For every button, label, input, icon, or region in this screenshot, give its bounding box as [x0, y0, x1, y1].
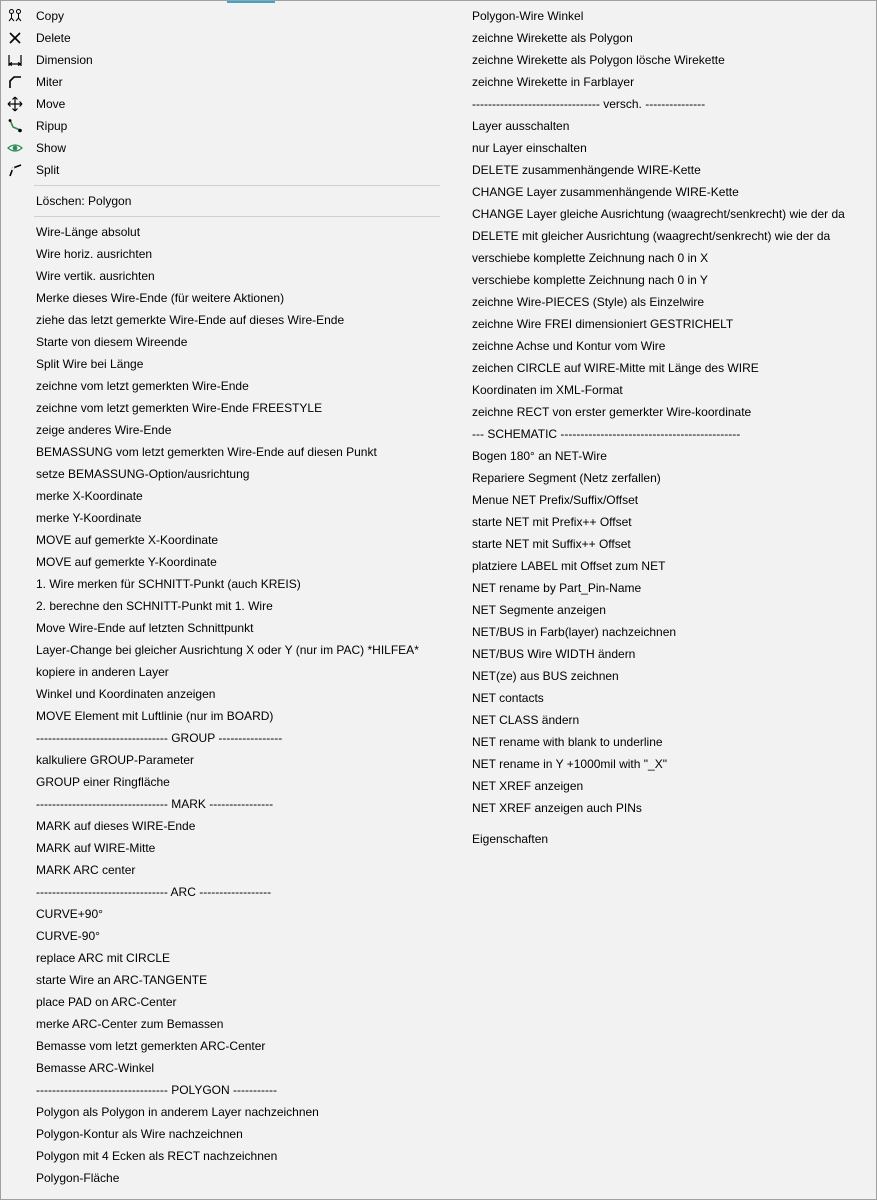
menu-item-label: merke Y-Koordinate	[36, 511, 142, 525]
menu-item[interactable]	[440, 71, 876, 93]
menu-item[interactable]	[1, 903, 441, 925]
menu-item-label: Wire horiz. ausrichten	[36, 247, 153, 261]
menu-item-dimension[interactable]	[1, 49, 441, 71]
menu-gap	[440, 819, 876, 828]
menu-separator	[1, 181, 441, 190]
menu-item-label: --------------------------------- ARC ------------------	[36, 885, 272, 899]
menu-item-label: verschiebe komplette Zeichnung nach 0 in X	[472, 251, 709, 265]
menu-item[interactable]	[1, 419, 441, 441]
menu-item-label: Show	[36, 141, 67, 155]
menu-item[interactable]	[440, 423, 876, 445]
menu-item-label: kalkuliere GROUP-Parameter	[36, 753, 195, 767]
menu-item[interactable]	[1, 353, 441, 375]
menu-item-label: Eigenschaften	[472, 832, 549, 846]
menu-item-label: Repariere Segment (Netz zerfallen)	[472, 471, 661, 485]
menu-item[interactable]	[1, 507, 441, 529]
menu-item[interactable]	[1, 485, 441, 507]
menu-item-label: NET rename in Y +1000mil with "_X"	[472, 757, 667, 771]
menu-item-label: zeichne Wire FREI dimensioniert GESTRICHELT	[472, 317, 734, 331]
menu-item-label: Ripup	[36, 119, 68, 133]
menu-item[interactable]	[440, 27, 876, 49]
menu-item[interactable]	[1, 1167, 441, 1189]
menu-item[interactable]	[440, 665, 876, 687]
menu-item-show[interactable]	[1, 137, 441, 159]
menu-item[interactable]	[1, 771, 441, 793]
menu-item-label: --- SCHEMATIC ---------------------------------------------	[472, 427, 741, 441]
menu-item-label: merke X-Koordinate	[36, 489, 143, 503]
menu-item[interactable]	[440, 269, 876, 291]
menu-item[interactable]	[440, 5, 876, 27]
menu-item-label: -------------------------------- versch. ---------------	[472, 97, 706, 111]
menu-item[interactable]	[1, 573, 441, 595]
menu-item[interactable]	[1, 837, 441, 859]
menu-item[interactable]	[440, 181, 876, 203]
menu-item[interactable]	[1, 1145, 441, 1167]
menu-item-label: NET/BUS Wire WIDTH ändern	[472, 647, 636, 661]
menu-item-label: Polygon mit 4 Ecken als RECT nachzeichnen	[36, 1149, 278, 1163]
menu-item-label: Merke dieses Wire-Ende (für weitere Aktionen)	[36, 291, 285, 305]
menu-item-label: Polygon-Fläche	[36, 1171, 120, 1185]
menu-item[interactable]	[1, 1101, 441, 1123]
menu-item[interactable]	[440, 709, 876, 731]
menu-item[interactable]	[1, 1035, 441, 1057]
menu-item[interactable]	[440, 621, 876, 643]
menu-item-label: GROUP einer Ringfläche	[36, 775, 170, 789]
menu-item[interactable]	[440, 335, 876, 357]
menu-item[interactable]	[1, 441, 441, 463]
menu-item[interactable]	[440, 797, 876, 819]
menu-item[interactable]	[1, 727, 441, 749]
menu-item[interactable]	[1, 1123, 441, 1145]
menu-item[interactable]	[1, 1079, 441, 1101]
menu-item[interactable]	[440, 643, 876, 665]
menu-item-label: Polygon als Polygon in anderem Layer nachzeichnen	[36, 1105, 319, 1119]
menu-item-label: --------------------------------- GROUP ----------------	[36, 731, 283, 745]
menu-item[interactable]	[440, 599, 876, 621]
menu-item-label: Menue NET Prefix/Suffix/Offset	[472, 493, 639, 507]
menu-item-label: starte NET mit Prefix++ Offset	[472, 515, 632, 529]
menu-item-label: zeichen CIRCLE auf WIRE-Mitte mit Länge des WIRE	[472, 361, 759, 375]
menu-item-label: MARK ARC center	[36, 863, 136, 877]
menu-item-label: zeige anderes Wire-Ende	[36, 423, 172, 437]
menu-item[interactable]	[1, 683, 441, 705]
menu-item-label: Copy	[36, 9, 65, 23]
menu-item-label: Löschen: Polygon	[36, 194, 132, 208]
menu-item[interactable]	[1, 991, 441, 1013]
menu-item-label: Wire-Länge absolut	[36, 225, 141, 239]
menu-item[interactable]	[1, 793, 441, 815]
menu-item-label: NET rename by Part_Pin-Name	[472, 581, 642, 595]
menu-item-label: Bemasse ARC-Winkel	[36, 1061, 155, 1075]
menu-item[interactable]	[440, 93, 876, 115]
menu-item-label: zeichne Wirekette als Polygon	[472, 31, 633, 45]
menu-item[interactable]	[440, 555, 876, 577]
menu-item-label: zeichne Wirekette in Farblayer	[472, 75, 635, 89]
menu-item[interactable]	[440, 357, 876, 379]
menu-item-label: zeichne Achse und Kontur vom Wire	[472, 339, 666, 353]
menu-item[interactable]	[440, 753, 876, 775]
menu-item-label: zeichne vom letzt gemerkten Wire-Ende FREESTYLE	[36, 401, 323, 415]
menu-item-label: Miter	[36, 75, 63, 89]
right-command-list	[440, 5, 876, 819]
menu-item[interactable]	[440, 511, 876, 533]
menu-item[interactable]	[1, 859, 441, 881]
move-icon	[7, 96, 23, 112]
menu-item-label: Starte von diesem Wireende	[36, 335, 188, 349]
menu-item-label: kopiere in anderen Layer	[36, 665, 169, 679]
menu-item-label: starte Wire an ARC-TANGENTE	[36, 973, 208, 987]
menu-item[interactable]	[1, 551, 441, 573]
menu-item-label: Move Wire-Ende auf letzten Schnittpunkt	[36, 621, 254, 635]
menu-item-label: DELETE zusammenhängende WIRE-Kette	[472, 163, 701, 177]
menu-item[interactable]	[440, 687, 876, 709]
menu-item[interactable]	[440, 577, 876, 599]
menu-item[interactable]	[1, 705, 441, 727]
menu-item[interactable]	[440, 489, 876, 511]
menu-item[interactable]	[440, 731, 876, 753]
menu-item[interactable]	[1, 287, 441, 309]
menu-item-label: Bogen 180° an NET-Wire	[472, 449, 607, 463]
menu-item-label: --------------------------------- POLYGON -----------	[36, 1083, 277, 1097]
menu-item-label: Winkel und Koordinaten anzeigen	[36, 687, 216, 701]
menu-item-label: 1. Wire merken für SCHNITT-Punkt (auch KREIS)	[36, 577, 301, 591]
menu-item-label: zeichne RECT von erster gemerkter Wire-koordinate	[472, 405, 752, 419]
menu-column-right	[440, 5, 876, 850]
menu-item[interactable]	[440, 159, 876, 181]
menu-item[interactable]	[1, 221, 441, 243]
left-command-list	[1, 221, 441, 1189]
menu-item-label: setze BEMASSUNG-Option/ausrichtung	[36, 467, 250, 481]
menu-item-label: NET XREF anzeigen auch PINs	[472, 801, 642, 815]
menu-item[interactable]	[440, 379, 876, 401]
menu-item[interactable]	[440, 137, 876, 159]
show-icon	[7, 140, 23, 156]
menu-item-label: DELETE mit gleicher Ausrichtung (waagrecht/senkrecht) wie der da	[472, 229, 831, 243]
menu-item-label: BEMASSUNG vom letzt gemerkten Wire-Ende auf diesen Punkt	[36, 445, 377, 459]
menu-item[interactable]	[1, 375, 441, 397]
menu-item-label: --------------------------------- MARK ----------------	[36, 797, 274, 811]
menu-item-label: NET CLASS ändern	[472, 713, 580, 727]
menu-item-label: 2. berechne den SCHNITT-Punkt mit 1. Wire	[36, 599, 273, 613]
delete-icon	[7, 30, 23, 46]
dimension-icon	[7, 52, 23, 68]
menu-item[interactable]	[1, 639, 441, 661]
menu-item-label: CHANGE Layer zusammenhängende WIRE-Kette	[472, 185, 739, 199]
menu-item[interactable]	[440, 533, 876, 555]
menu-item[interactable]	[1, 969, 441, 991]
menu-item[interactable]	[440, 225, 876, 247]
menu-item-label: NET Segmente anzeigen	[472, 603, 606, 617]
split-icon	[7, 162, 23, 178]
menu-item[interactable]	[440, 49, 876, 71]
menu-item-label: MOVE auf gemerkte X-Koordinate	[36, 533, 219, 547]
menu-item[interactable]	[440, 291, 876, 313]
menu-item[interactable]	[1, 881, 441, 903]
menu-item-ripup[interactable]	[1, 115, 441, 137]
menu-item-copy[interactable]	[1, 5, 441, 27]
menu-item-properties[interactable]	[440, 828, 876, 850]
menu-item-label: NET contacts	[472, 691, 544, 705]
menu-item[interactable]	[1, 815, 441, 837]
menu-item[interactable]	[440, 775, 876, 797]
menu-item-label: NET(ze) aus BUS zeichnen	[472, 669, 619, 683]
menu-item[interactable]	[440, 247, 876, 269]
menu-item-label: platziere LABEL mit Offset zum NET	[472, 559, 666, 573]
menu-item[interactable]	[440, 445, 876, 467]
menu-item-label: Dimension	[36, 53, 93, 67]
menu-item[interactable]	[1, 529, 441, 551]
menu-item[interactable]	[440, 401, 876, 423]
copy-icon	[7, 8, 23, 24]
menu-item-label: CURVE-90°	[36, 929, 100, 943]
menu-item-label: verschiebe komplette Zeichnung nach 0 in Y	[472, 273, 708, 287]
menu-item-label: Layer-Change bei gleicher Ausrichtung X oder Y (nur im PAC) *HILFEA*	[36, 643, 419, 657]
menu-item[interactable]	[440, 203, 876, 225]
menu-item[interactable]	[1, 595, 441, 617]
menu-item-label: NET XREF anzeigen	[472, 779, 584, 793]
menu-item[interactable]	[1, 1057, 441, 1079]
menu-item-label: Polygon-Kontur als Wire nachzeichnen	[36, 1127, 243, 1141]
menu-item[interactable]	[1, 749, 441, 771]
menu-item[interactable]	[1, 397, 441, 419]
menu-item-label: NET/BUS in Farb(layer) nachzeichnen	[472, 625, 677, 639]
menu-separator	[1, 212, 441, 221]
menu-item-label: nur Layer einschalten	[472, 141, 587, 155]
menu-item-label: Move	[36, 97, 66, 111]
menu-item-label: CHANGE Layer gleiche Ausrichtung (waagrecht/senkrecht) wie der da	[472, 207, 845, 221]
menu-item-label: MOVE Element mit Luftlinie (nur im BOARD)	[36, 709, 274, 723]
menu-item-label: zeichne Wirekette als Polygon lösche Wirekette	[472, 53, 725, 67]
menu-item-label: replace ARC mit CIRCLE	[36, 951, 171, 965]
menu-item-split[interactable]	[1, 159, 441, 181]
menu-item-label: MARK auf WIRE-Mitte	[36, 841, 156, 855]
menu-column-left	[1, 5, 441, 1189]
menu-item-label: Split	[36, 163, 60, 177]
menu-item-label: Koordinaten im XML-Format	[472, 383, 623, 397]
menu-item[interactable]	[1, 925, 441, 947]
menu-item-label: starte NET mit Suffix++ Offset	[472, 537, 631, 551]
menu-item-delete-polygon[interactable]	[1, 190, 441, 212]
menu-item[interactable]	[1, 1013, 441, 1035]
menu-item[interactable]	[1, 661, 441, 683]
menu-item[interactable]	[1, 309, 441, 331]
menu-item-label: Delete	[36, 31, 71, 45]
menu-item-label: MARK auf dieses WIRE-Ende	[36, 819, 196, 833]
menu-item[interactable]	[1, 265, 441, 287]
menu-item-label: Layer ausschalten	[472, 119, 570, 133]
menu-item[interactable]	[440, 313, 876, 335]
menu-item[interactable]	[1, 243, 441, 265]
menu-item-label: place PAD on ARC-Center	[36, 995, 177, 1009]
menu-item[interactable]	[1, 331, 441, 353]
menu-item-label: merke ARC-Center zum Bemassen	[36, 1017, 224, 1031]
menu-item-miter[interactable]	[1, 71, 441, 93]
menu-item-label: MOVE auf gemerkte Y-Koordinate	[36, 555, 217, 569]
menu-item-label: CURVE+90°	[36, 907, 103, 921]
menu-item-label: Polygon-Wire Winkel	[472, 9, 584, 23]
menu-item[interactable]	[1, 463, 441, 485]
menu-item-label: NET rename with blank to underline	[472, 735, 663, 749]
menu-item[interactable]	[440, 115, 876, 137]
menu-item-label: zeichne vom letzt gemerkten Wire-Ende	[36, 379, 249, 393]
menu-item[interactable]	[1, 617, 441, 639]
focus-indicator	[227, 1, 275, 3]
miter-icon	[7, 74, 23, 90]
menu-item-delete[interactable]	[1, 27, 441, 49]
menu-item-label: zeichne Wire-PIECES (Style) als Einzelwire	[472, 295, 705, 309]
menu-item-label: Split Wire bei Länge	[36, 357, 144, 371]
menu-item-label: ziehe das letzt gemerkte Wire-Ende auf dieses Wire-Ende	[36, 313, 345, 327]
menu-item-label: Bemasse vom letzt gemerkten ARC-Center	[36, 1039, 266, 1053]
menu-item-label: Wire vertik. ausrichten	[36, 269, 155, 283]
menu-item[interactable]	[1, 947, 441, 969]
ripup-icon	[7, 118, 23, 134]
menu-item[interactable]	[440, 467, 876, 489]
menu-item-move[interactable]	[1, 93, 441, 115]
